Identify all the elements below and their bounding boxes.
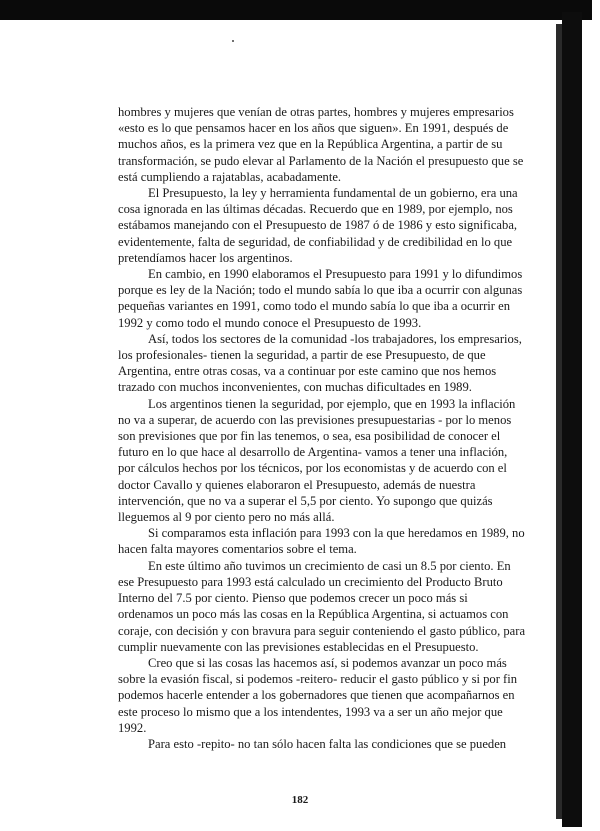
paragraph-5: Los argentinos tienen la seguridad, por ejemplo, que en 1993 la inflación no va a superar, de acuerdo con las previsiones presupuestarias - por lo menos son previsiones que por fin las tenemos, o sea, esa posibilidad de conocer el futuro en lo que hace al desarrollo de Argentina- vamos a tener una inflación, por cálculos hechos por los técnicos, por los economistas y de acuerdo con el doctor Cavallo y quienes elaboraron el Presupuesto, además de nuestra intervención, que no va a superar el 5,5 por ciento. Yo supongo que quizás lleguemos al 9 por ciento pero no más allá. xyxy=(118,396,516,525)
paragraph-3: En cambio, en 1990 elaboramos el Presupuesto para 1991 y lo difundimos porque es ley de la Nación; todo el mundo sabía lo que iba a ocurrir con algunas pequeñas variantes en 1991, como todo el mundo sabía lo que iba a ocurrir en 1992 y como todo el mundo conoce el Presupuesto de 1993. xyxy=(118,267,523,330)
paragraph-8: Creo que si las cosas las hacemos así, si podemos avanzar un poco más sobre la evasión fiscal, si podemos -reitero- reducir el gasto público y si por fin podemos hacerle entender a los gobernadores que tienen que acompañarnos en este proceso lo mismo que a los intendentes, 1993 va a ser un año mejor que 1992. xyxy=(118,655,518,735)
page-number: 182 xyxy=(291,794,309,806)
paragraph-2: El Presupuesto, la ley y herramienta fundamental de un gobierno, era una cosa ignorada en las últimas décadas. Recuerdo que en 1989, por ejemplo, nos estábamos manejando con el Presupuesto de 1987 ó de 1986 y esto significaba, evidentemente, falta de seguridad, de confiabilidad y de credibilidad en lo que pretendíamos hacer los argentinos. xyxy=(118,186,518,265)
scan-speck xyxy=(232,40,234,42)
paragraph-7: En este último año tuvimos un crecimiento de casi un 8.5 por ciento. En ese Presupuesto para 1993 está calculado un crecimiento del Producto Bruto Interno del 7.5 por ciento. Pienso que podemos crecer un poco más si ordenamos un poco más las cosas en la República Argentina, si actuamos con coraje, con decisión y con bravura para seguir conteniendo el gasto público, para cumplir nuevamente con las previsiones establecidas en el Presupuesto. xyxy=(118,558,526,654)
paragraph-1: hombres y mujeres que venían de otras partes, hombres y mujeres empresarios «esto es lo que pensamos hacer en los años que siguen». En 1991, después de muchos años, es la primera vez que en la República Argentina, a partir de su transformación, se pudo elevar al Parlamento de la Nación el presupuesto que se está cumpliendo a rajatablas, acabadamente. xyxy=(118,105,524,184)
scan-top-border xyxy=(0,0,592,20)
paragraph-9: Para esto -repito- no tan sólo hacen falta las condiciones que se pueden xyxy=(148,736,507,751)
scan-right-border xyxy=(562,12,582,827)
paragraph-6: Si comparamos esta inflación para 1993 con la que heredamos en 1989, no hacen falta mayores comentarios sobre el tema. xyxy=(118,526,525,557)
paragraph-4: Así, todos los sectores de la comunidad -los trabajadores, los empresarios, los profesionales- tienen la seguridad, a partir de ese Presupuesto, de que Argentina, entre otras cosas, va a continuar por este camino que nos hemos trazado con muchos inconvenientes, con muchas dificultades en 1989. xyxy=(118,331,522,395)
scan-right-shadow xyxy=(556,24,562,819)
page-body xyxy=(118,104,526,752)
